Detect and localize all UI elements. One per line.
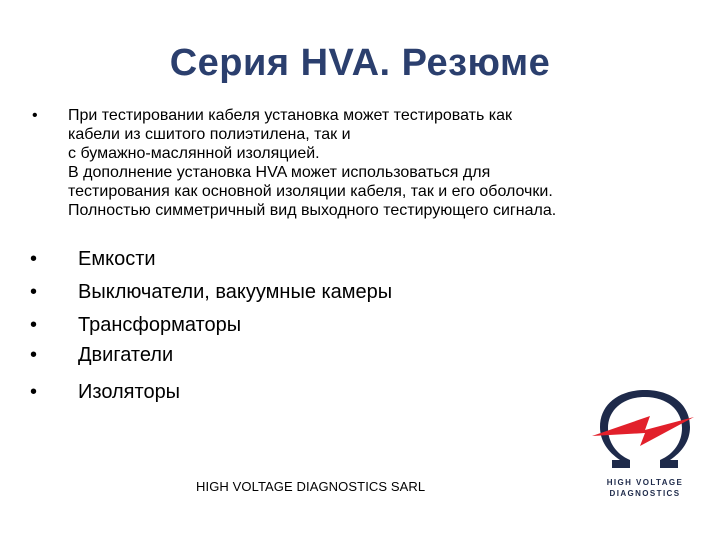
list-item-label: Изоляторы bbox=[78, 381, 181, 403]
list-item-label: Трансформаторы bbox=[78, 314, 242, 336]
list-item bbox=[30, 377, 590, 407]
list-item-label: Выключатели, вакуумные камеры bbox=[78, 281, 393, 303]
bullet-marker: • bbox=[30, 248, 38, 270]
omega-lightning-icon bbox=[590, 390, 700, 476]
bullet-marker: • bbox=[30, 314, 38, 336]
bullet-marker: • bbox=[30, 281, 38, 303]
intro-line: тестирования как основной изоляции кабеля, так и его оболочки. bbox=[68, 183, 553, 200]
list-item bbox=[30, 340, 590, 370]
intro-line: с бумажно-маслянной изоляцией. bbox=[68, 145, 320, 162]
intro-line: кабели из сшитого полиэтилена, так и bbox=[68, 126, 351, 143]
list-item bbox=[30, 244, 590, 274]
list-item-label: Емкости bbox=[78, 248, 156, 270]
intro-line: При тестировании кабеля установка может тестировать как bbox=[68, 107, 513, 124]
intro-text bbox=[68, 106, 708, 220]
slide-title: Серия HVA. Резюме bbox=[169, 42, 551, 84]
logo-text-line2: DIAGNOSTICS bbox=[609, 489, 681, 498]
logo-text-line1: HIGH VOLTAGE bbox=[606, 478, 684, 487]
intro-line: Полностью симметричный вид выходного тестирующего сигнала. bbox=[68, 202, 557, 219]
list-item-label: Двигатели bbox=[78, 344, 174, 366]
company-logo bbox=[590, 390, 700, 510]
list-item bbox=[30, 310, 590, 340]
list-item bbox=[30, 277, 590, 307]
intro-line: В дополнение установка HVA может использоваться для bbox=[68, 164, 491, 181]
company-footer: HIGH VOLTAGE DIAGNOSTICS SARL bbox=[196, 479, 426, 494]
bullet-marker: • bbox=[32, 107, 38, 124]
bullet-marker: • bbox=[30, 344, 38, 366]
bullet-marker: • bbox=[30, 381, 38, 403]
